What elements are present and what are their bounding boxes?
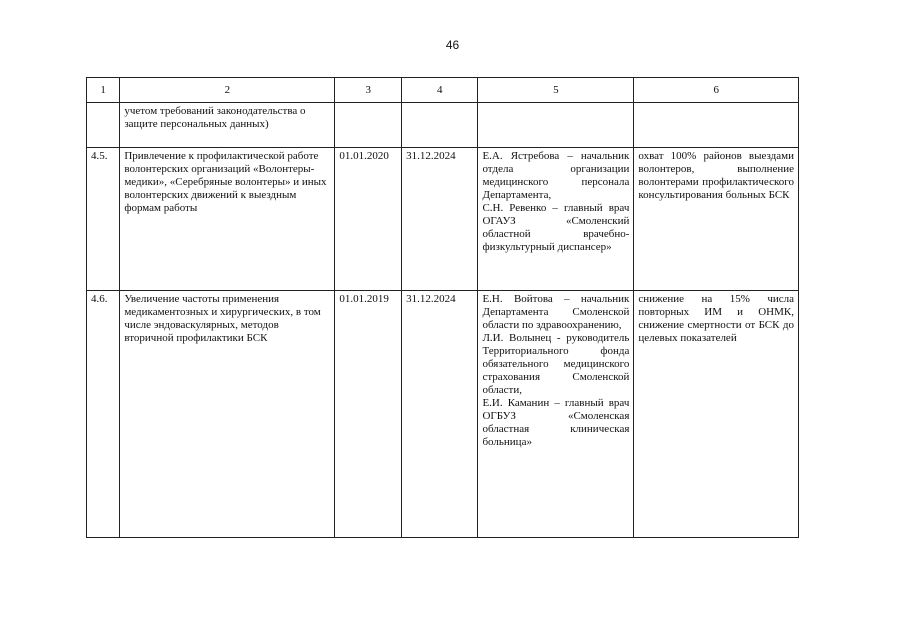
cell-start: 01.01.2019 (335, 291, 402, 538)
header-col-1: 1 (87, 78, 120, 103)
responsible-line: Е.Н. Войтова – начальник Департамента Смоленской области по здравоохранению, (482, 293, 630, 331)
cell-num (87, 103, 120, 148)
cell-result: охват 100% районов выездами волонтеров, выполнение волонтерами профилактического консультирования больных БСК (634, 148, 799, 291)
cell-result (634, 103, 799, 148)
cell-end: 31.12.2024 (402, 291, 478, 538)
cell-measure: Привлечение к профилактической работе волонтерских организаций «Волонтеры-медики», «Серебряные волонтеры» и иных волонтерских движений к выездным формам работы (120, 148, 335, 291)
cell-end: 31.12.2024 (402, 148, 478, 291)
cell-num: 4.5. (87, 148, 120, 291)
page-number: 46 (445, 38, 460, 52)
table-header-row (87, 78, 799, 103)
cell-responsible (478, 103, 634, 148)
header-col-2: 2 (120, 78, 335, 103)
cell-measure: Увеличение частоты применения медикаментозных и хирургических, в том числе эндоваскулярных, методов вторичной профилактики БСК (120, 291, 335, 538)
header-col-3: 3 (335, 78, 402, 103)
table-row (87, 103, 799, 148)
cell-end (402, 103, 478, 148)
table-row (87, 291, 799, 538)
plan-table (86, 77, 799, 538)
cell-num: 4.6. (87, 291, 120, 538)
header-col-4: 4 (402, 78, 478, 103)
cell-responsible (478, 148, 634, 291)
header-col-5: 5 (478, 78, 634, 103)
responsible-line: Е.И. Каманин – главный врач ОГБУЗ «Смоленская областная клиническая больница» (482, 397, 630, 448)
cell-start (335, 103, 402, 148)
cell-responsible (478, 291, 634, 538)
responsible-line: Е.А. Ястребова – начальник отдела организации медицинского персонала Департамента, (482, 150, 630, 201)
cell-measure: учетом требований законодательства о защите персональных данных) (120, 103, 335, 148)
cell-start: 01.01.2020 (335, 148, 402, 291)
table-row (87, 148, 799, 291)
responsible-line: С.Н. Ревенко – главный врач ОГАУЗ «Смоленский областной врачебно-физкультурный диспансер» (482, 202, 630, 253)
header-col-6: 6 (634, 78, 799, 103)
cell-result: снижение на 15% числа повторных ИМ и ОНМК, снижение смертности от БСК до целевых показателей (634, 291, 799, 538)
responsible-line: Л.И. Волынец - руководитель Территориального фонда обязательного медицинского страхования Смоленской области, (482, 332, 630, 396)
